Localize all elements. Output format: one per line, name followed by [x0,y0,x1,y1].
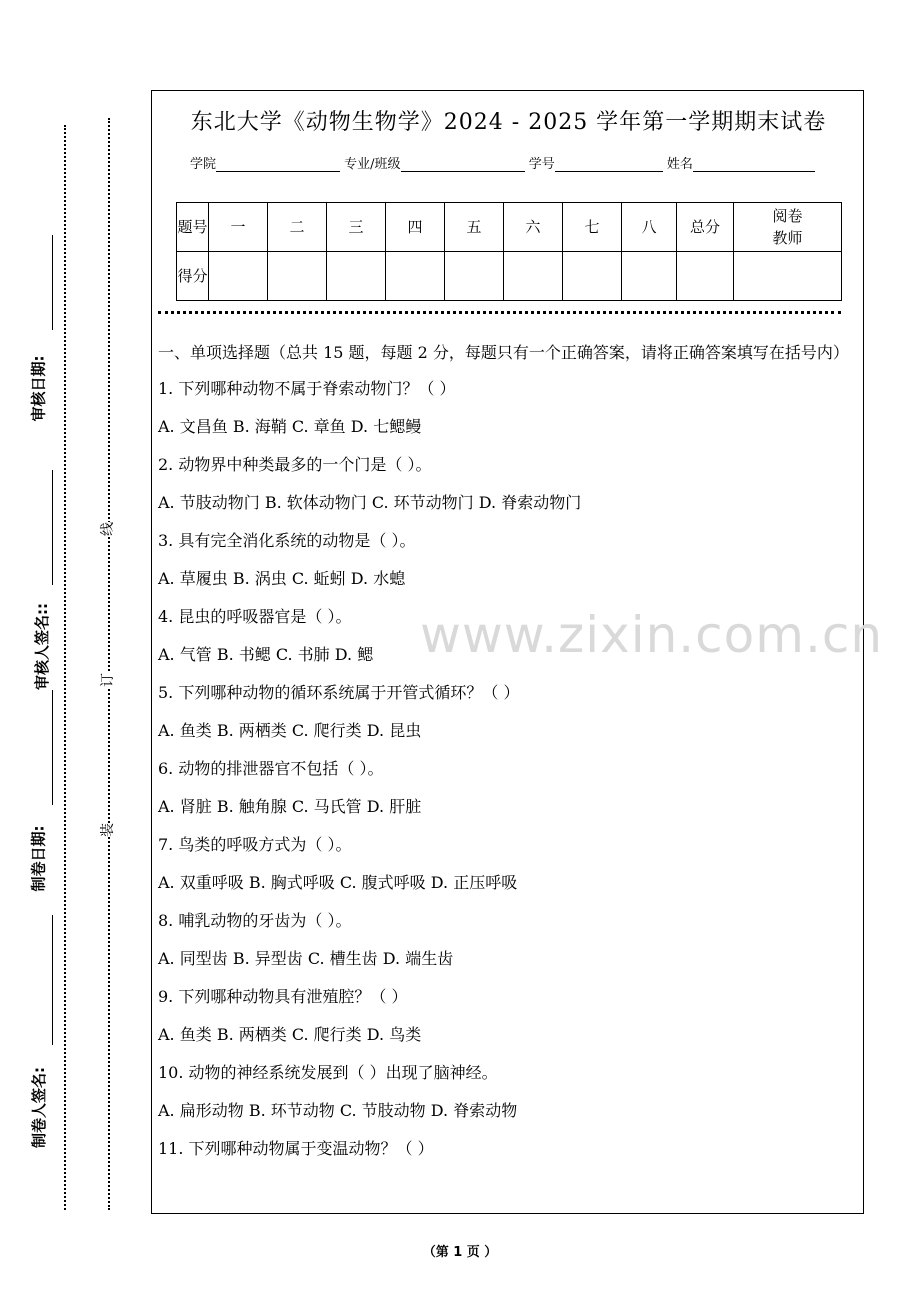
question-line: 10. 动物的神经系统发展到（ ）出现了脑神经。 [158,1063,498,1082]
bind-char-line: 线 [95,522,119,536]
options-line: A. 同型齿 B. 异型齿 C. 槽生齿 D. 端生齿 [158,949,454,968]
score-cell[interactable] [734,252,842,301]
question-line: 6. 动物的排泄器官不包括（ ）。 [158,759,384,778]
bind-char-pack: 装 [95,823,119,837]
score-cell[interactable] [327,252,386,301]
question-line: 9. 下列哪种动物具有泄殖腔？（ ） [158,987,408,1006]
maker-sign-line [52,915,53,1045]
question-line: 5. 下列哪种动物的循环系统属于开管式循环？（ ） [158,683,520,702]
college-label: 学院 [190,157,217,172]
score-cell[interactable] [445,252,504,301]
score-table-score-row [177,252,842,301]
outer-dotted-line [64,125,66,1210]
section-1-intro: 一、单项选择题（总共 15 题，每题 2 分，每题只有一个正确答案，请将正确答案填写在括号内） [158,343,849,362]
options-line: A. 文昌鱼 B. 海鞘 C. 章鱼 D. 七鳃鳗 [158,417,422,436]
score-cell[interactable] [622,252,677,301]
exam-title: 东北大学《动物生物学》2024 - 2025 学年第一学期期末试卷 [190,110,827,135]
bind-char-order: 订 [95,673,119,687]
make-date-label: 制卷日期: [29,825,48,892]
score-cell[interactable] [677,252,734,301]
score-cell[interactable] [504,252,563,301]
reviewer-sign-label: 审核人签名:: [33,603,51,690]
options-line: A. 肾脏 B. 触角腺 C. 马氏管 D. 肝脏 [158,797,422,816]
score-header-cell: 阅卷教师 [734,203,842,252]
score-table [176,202,842,301]
score-header-cell: 二 [268,203,327,252]
student-id-label: 学号 [528,157,555,172]
name-field[interactable] [693,157,815,172]
review-date-label: 审核日期: [29,355,48,422]
options-line: A. 气管 B. 书鳃 C. 书肺 D. 鳃 [158,645,374,664]
question-line: 1. 下列哪种动物不属于脊索动物门？（ ） [158,379,456,398]
options-line: A. 双重呼吸 B. 胸式呼吸 C. 腹式呼吸 D. 正压呼吸 [158,873,518,892]
score-cell[interactable] [209,252,268,301]
question-line: 8. 哺乳动物的牙齿为（ ）。 [158,911,352,930]
score-cell[interactable] [386,252,445,301]
make-date-line [52,690,53,805]
options-line: A. 鱼类 B. 两栖类 C. 爬行类 D. 鸟类 [158,1025,422,1044]
name-label: 姓名 [666,157,693,172]
question-line: 3. 具有完全消化系统的动物是（ ）。 [158,531,416,550]
score-cell[interactable] [268,252,327,301]
options-line: A. 节肢动物门 B. 软体动物门 C. 环节动物门 D. 脊索动物门 [158,493,582,512]
score-header-cell: 题号 [177,203,209,252]
review-date-line [52,235,53,330]
binding-dotted-line [108,118,110,1210]
score-cell[interactable] [563,252,622,301]
question-line: 11. 下列哪种动物属于变温动物？（ ） [158,1139,434,1158]
options-line: A. 鱼类 B. 两栖类 C. 爬行类 D. 昆虫 [158,721,422,740]
question-line: 7. 鸟类的呼吸方式为（ ）。 [158,835,352,854]
score-header-cell: 一 [209,203,268,252]
watermark: www.zixin.com.cn [420,606,884,664]
section-1 [158,341,858,1177]
score-header-cell: 三 [327,203,386,252]
reviewer-sign-line [52,470,53,585]
options-line: A. 草履虫 B. 涡虫 C. 蚯蚓 D. 水螅 [158,569,406,588]
score-header-cell: 五 [445,203,504,252]
score-header-cell: 总分 [677,203,734,252]
score-header-cell: 四 [386,203,445,252]
options-line: A. 扁形动物 B. 环节动物 C. 节肢动物 D. 脊索动物 [158,1101,518,1120]
question-line: 4. 昆虫的呼吸器官是（ ）。 [158,607,352,626]
score-row-label: 得分 [177,252,209,301]
header-separator [158,311,841,314]
score-table-header-row [177,203,842,252]
maker-sign-label: 制卷人签名: [30,1067,48,1148]
student-id-field[interactable] [555,157,663,172]
score-header-cell: 六 [504,203,563,252]
question-line: 2. 动物界中种类最多的一个门是（ ）。 [158,455,432,474]
major-field[interactable] [401,157,525,172]
score-header-cell: 七 [563,203,622,252]
major-label: 专业/班级 [344,157,401,172]
score-header-cell: 八 [622,203,677,252]
page-number: （第 1 页 ） [422,1245,498,1260]
college-field[interactable] [216,157,340,172]
student-info-row [190,153,815,172]
